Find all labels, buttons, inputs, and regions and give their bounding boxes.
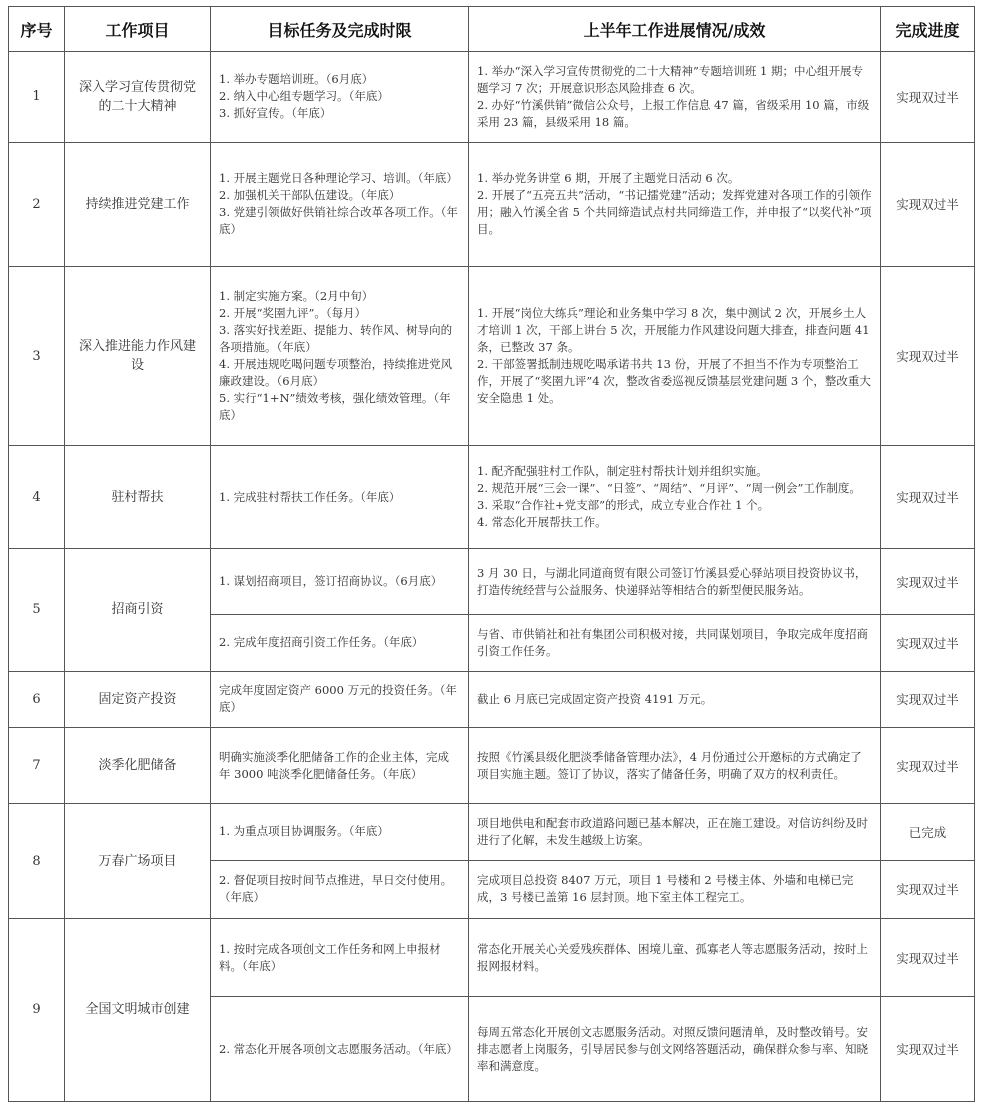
cell-tasks	[211, 142, 469, 267]
cell-progress: 实现双过半	[881, 446, 975, 549]
cell-tasks	[211, 918, 469, 996]
result-line: 1. 举办“深入学习宣传贯彻党的二十大精神”专题培训班 1 期；中心组开展专题学习 7 次；开展意识形态风险排查 6 次。	[477, 63, 864, 95]
task-line: 1. 按时完成各项创文工作任务和网上申报材料。（年底）	[219, 941, 441, 973]
cell-tasks	[211, 860, 469, 918]
result-line: 3. 采取“合作社+党支部”的形式，成立专业合作社 1 个。	[477, 498, 770, 513]
task-line: 完成年度固定资产 6000 万元的投资任务。（年底）	[219, 683, 457, 715]
cell-tasks	[211, 997, 469, 1102]
header-no: 序号	[9, 7, 65, 52]
cell-progress: 实现双过半	[881, 997, 975, 1102]
result-line: 2. 规范开展“三会一课”、“日签”、“周结”、“月评”、“周一例会”工作制度。	[477, 481, 861, 496]
cell-no: 3	[9, 267, 65, 446]
cell-no: 8	[9, 804, 65, 919]
cell-tasks	[211, 671, 469, 727]
table-body	[9, 52, 975, 1102]
result-line: 与省、市供销社和社有集团公司积极对接，共同谋划项目，争取完成年度招商引资工作任务。	[477, 626, 868, 658]
cell-work-item: 深入学习宣传贯彻党的二十大精神	[65, 52, 211, 143]
cell-no: 2	[9, 142, 65, 267]
cell-results	[469, 267, 881, 446]
task-line: 1. 举办专题培训班。（6月底）	[219, 72, 374, 87]
cell-progress: 实现双过半	[881, 142, 975, 267]
header-item: 工作项目	[65, 7, 211, 52]
result-line: 3 月 30 日，与湖北同道商贸有限公司签订竹溪县爱心驿站项目投资协议书，打造传统经营与公益服务、快递驿站等相结合的新型便民服务站。	[477, 565, 867, 597]
task-line: 1. 完成驻村帮扶工作任务。（年底）	[219, 489, 401, 504]
cell-results	[469, 727, 881, 803]
cell-results	[469, 997, 881, 1102]
header-tasks: 目标任务及完成时限	[211, 7, 469, 52]
cell-work-item: 万春广场项目	[65, 804, 211, 919]
result-line: 常态化开展关心关爱残疾群体、困境儿童、孤寡老人等志愿服务活动，按时上报网报材料。	[477, 941, 868, 973]
cell-work-item: 淡季化肥储备	[65, 727, 211, 803]
task-line: 1. 谋划招商项目，签订招商协议。（6月底）	[219, 574, 443, 588]
task-line: 1. 开展主题党日各种理论学习、培训。（年底）	[219, 171, 458, 186]
cell-work-item: 招商引资	[65, 548, 211, 671]
table-row	[9, 446, 975, 549]
result-line: 2. 办好“竹溪供销”微信公众号，上报工作信息 47 篇，省级采用 10 篇，市级采用 23 篇，县级采用 18 篇。	[477, 97, 870, 129]
task-line: 明确实施淡季化肥储备工作的企业主体，完成年 3000 吨淡季化肥储备任务。（年底）	[219, 749, 449, 781]
header-progress: 完成进度	[881, 7, 975, 52]
cell-progress: 实现双过半	[881, 615, 975, 671]
result-line: 1. 开展“岗位大练兵”理论和业务集中学习 8 次，集中测试 2 次，开展乡土人才培训 1 次，干部上讲台 5 次，开展能力作风建设问题大排查，排查问题 41 条，已整改 37 条。	[477, 306, 870, 355]
result-line: 按照《竹溪县级化肥淡季储备管理办法》，4 月份通过公开邀标的方式确定了项目实施主题。签订了协议，落实了储备任务，明确了双方的权利责任。	[477, 749, 862, 781]
cell-results	[469, 860, 881, 918]
cell-no: 5	[9, 548, 65, 671]
table-row	[9, 671, 975, 727]
cell-results	[469, 142, 881, 267]
cell-results	[469, 446, 881, 549]
result-line: 1. 配齐配强驻村工作队，制定驻村帮扶计划并组织实施。	[477, 464, 768, 479]
task-line: 4. 开展违规吃喝问题专项整治，持续推进党风廉政建设。（6月底）	[219, 357, 453, 389]
result-line: 2. 干部签署抵制违规吃喝承诺书共 13 份，开展了不担当不作为专项整治工作，开展了“奖圉九评”4 次，整改省委巡视反馈基层党建问题 3 个，整改重大安全隐患 1 处。	[477, 357, 871, 406]
task-line: 3. 党建引领做好供销社综合改革各项工作。（年底）	[219, 205, 458, 237]
cell-no: 4	[9, 446, 65, 549]
cell-work-item: 固定资产投资	[65, 671, 211, 727]
table-row	[9, 52, 975, 143]
task-line: 2. 纳入中心组专题学习。（年底）	[219, 89, 389, 104]
cell-work-item: 驻村帮扶	[65, 446, 211, 549]
cell-results	[469, 548, 881, 614]
result-line: 完成项目总投资 8407 万元，项目 1 号楼和 2 号楼主体、外墙和电梯已完成，3 号楼已盖第 16 层封顶。地下室主体工程完工。	[477, 873, 854, 905]
table-header	[9, 7, 975, 52]
task-line: 1. 为重点项目协调服务。（年底）	[219, 824, 389, 839]
cell-work-item: 深入推进能力作风建设	[65, 267, 211, 446]
cell-progress: 实现双过半	[881, 548, 975, 614]
cell-results	[469, 671, 881, 727]
cell-tasks	[211, 267, 469, 446]
result-line: 项目地供电和配套市政道路问题已基本解决，正在施工建设。对信访纠纷及时进行了化解，未发生越级上访案。	[477, 815, 868, 847]
table-row	[9, 548, 975, 614]
task-line: 2. 督促项目按时间节点推进，早日交付使用。（年底）	[219, 873, 453, 905]
task-line: 2. 开展“奖圉九评”。（每月）	[219, 306, 367, 321]
cell-progress: 实现双过半	[881, 860, 975, 918]
result-line: 4. 常态化开展帮扶工作。	[477, 515, 607, 530]
result-line: 2. 开展了“五亮五共”活动，“书记擂党建”活动；发挥党建对各项工作的引领作用；融入竹溪全省 5 个共同缔造试点村共同缔造工作，并申报了“以奖代补”项目。	[477, 188, 872, 237]
result-line: 1. 举办党务讲堂 6 期，开展了主题党日活动 6 次。	[477, 171, 740, 186]
task-line: 2. 常态化开展各项创文志愿服务活动。（年底）	[219, 1041, 458, 1056]
cell-results	[469, 804, 881, 860]
cell-tasks	[211, 615, 469, 671]
cell-no: 7	[9, 727, 65, 803]
result-line: 每周五常态化开展创文志愿服务活动。对照反馈问题清单，及时整改销号。安排志愿者上岗服务，引导居民参与创文网络答题活动，确保群众参与率、知晓率和满意度。	[477, 1024, 868, 1073]
header-results: 上半年工作进展情况/成效	[469, 7, 881, 52]
cell-progress: 实现双过半	[881, 727, 975, 803]
task-line: 2. 完成年度招商引资工作任务。（年底）	[219, 635, 424, 650]
table-row	[9, 727, 975, 803]
task-line: 5. 实行“1+N”绩效考核，强化绩效管理。（年底）	[219, 391, 451, 423]
cell-progress: 实现双过半	[881, 52, 975, 143]
cell-tasks	[211, 804, 469, 860]
table-row	[9, 804, 975, 860]
cell-no: 1	[9, 52, 65, 143]
cell-progress: 实现双过半	[881, 918, 975, 996]
work-progress-table	[8, 6, 975, 1102]
cell-no: 9	[9, 918, 65, 1101]
cell-results	[469, 615, 881, 671]
table-row	[9, 142, 975, 267]
task-line: 1. 制定实施方案。（2月中旬）	[219, 289, 374, 304]
cell-progress: 已完成	[881, 804, 975, 860]
cell-tasks	[211, 727, 469, 803]
task-line: 3. 落实好找差距、提能力、转作风、树导向的各项措施。（年底）	[219, 323, 453, 355]
result-line: 截止 6 月底已完成固定资产投资 4191 万元。	[477, 691, 713, 706]
cell-work-item: 全国文明城市创建	[65, 918, 211, 1101]
cell-results	[469, 52, 881, 143]
table-row	[9, 267, 975, 446]
task-line: 3. 抓好宣传。（年底）	[219, 106, 332, 121]
cell-no: 6	[9, 671, 65, 727]
table-row	[9, 918, 975, 996]
cell-tasks	[211, 446, 469, 549]
cell-results	[469, 918, 881, 996]
cell-progress: 实现双过半	[881, 671, 975, 727]
cell-work-item: 持续推进党建工作	[65, 142, 211, 267]
cell-tasks	[211, 548, 469, 614]
header-row	[9, 7, 975, 52]
cell-progress: 实现双过半	[881, 267, 975, 446]
cell-tasks	[211, 52, 469, 143]
task-line: 2. 加强机关干部队伍建设。（年底）	[219, 188, 401, 203]
